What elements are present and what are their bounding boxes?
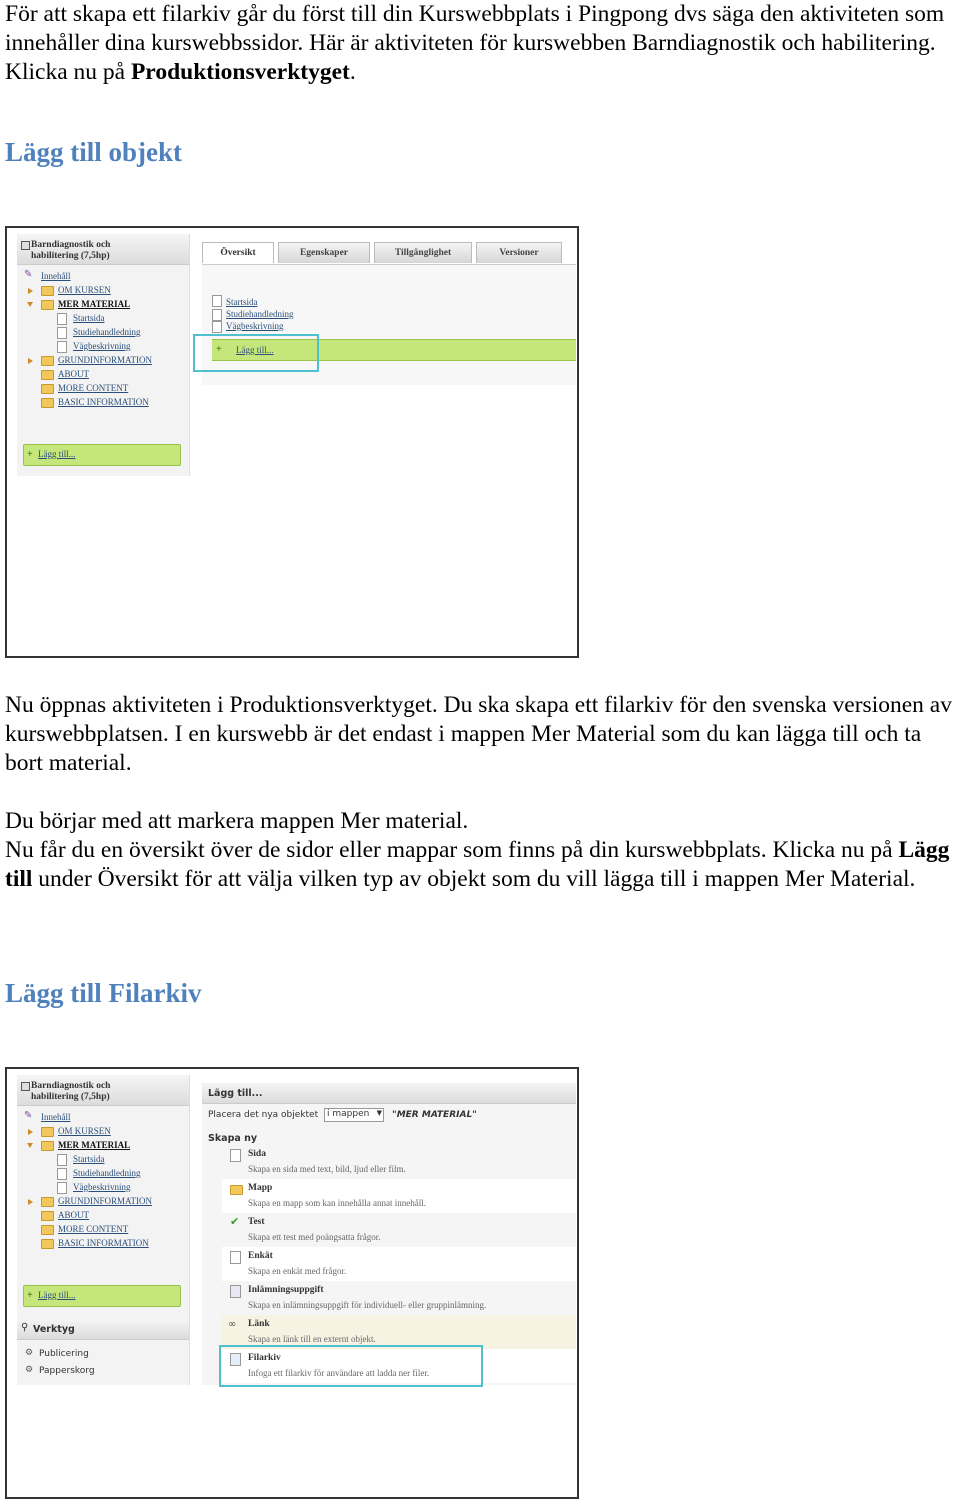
page-icon — [57, 341, 67, 353]
highlight-box — [193, 334, 319, 372]
add-button-left[interactable] — [23, 1285, 181, 1307]
folder-icon — [41, 1197, 54, 1207]
page-icon — [212, 295, 222, 307]
intro-end: . — [349, 59, 356, 85]
tree-item-studiehandledning[interactable]: Studiehandledning — [73, 327, 141, 337]
heading-add-object: Lägg till objekt — [5, 137, 183, 167]
bold-add: Lägg till — [5, 837, 950, 892]
course-icon — [21, 1082, 30, 1091]
add-panel-title: Lägg till... — [208, 1088, 263, 1099]
tools-icon: ⚲ — [21, 1322, 29, 1333]
tree-root[interactable]: Innehåll — [41, 1112, 71, 1122]
page-icon — [57, 1168, 67, 1180]
intro-text: För att skapa ett filarkiv går du först till din Kurswebbplats i Pingpong dvs säga den aktiviteten som innehåller dina kurswebbssidor. Här är aktiviteten för kurswebben Barndiagnostik och habilitering. Klicka nu på — [5, 1, 945, 85]
plus-icon: + — [27, 1290, 33, 1301]
tree-item-vagbeskrivning[interactable]: Vägbeskrivning — [73, 341, 131, 351]
left-pane — [17, 234, 190, 476]
link-icon: ∞ — [228, 1319, 237, 1330]
paragraph-click-add: Nu får du en översikt över de sidor eller mappar som finns på din kurswebbplats. Klicka nu på Lägg till under Översikt för att välja vilken typ av objekt som du vill lägga till i mappen Mer Material. — [5, 837, 950, 892]
collapse-icon[interactable] — [27, 1143, 33, 1148]
intro-bold-term: Produktionsverktyget — [130, 59, 350, 85]
folder-icon — [41, 1141, 54, 1151]
check-icon: ✔ — [230, 1215, 240, 1228]
chevron-down-icon: ▼ — [376, 1109, 382, 1117]
page-icon — [212, 309, 222, 321]
tree-item-startsida[interactable]: Startsida — [73, 313, 105, 323]
object-row-inlamningsuppgift[interactable]: Inlämningsuppgift Skapa en inlämningsuppgift för individuell- eller gruppinlämning. — [222, 1281, 576, 1315]
gear-icon: ⚙ — [25, 1365, 34, 1375]
course-title: Barndiagnostik och habilitering (7,5hp) — [31, 1081, 111, 1102]
add-button-label: Lägg till... — [38, 1290, 76, 1300]
expand-icon[interactable] — [28, 288, 33, 294]
plus-icon: + — [27, 449, 33, 460]
tree-item-basic-information[interactable]: BASIC INFORMATION — [58, 397, 149, 407]
screenshot-overview — [5, 226, 579, 658]
content-root-icon: ✎ — [24, 269, 33, 280]
tab-bar — [202, 242, 576, 264]
screenshot-add-object — [5, 1067, 579, 1499]
course-icon — [21, 241, 30, 250]
paragraph-production-tool: Nu öppnas aktiviteten i Produktionsverktyget. Du ska skapa ett filarkiv för den svenska versionen av kurswebbplatsen. I en kurswebb är det endast i mappen Mer Material som du kan lägga till och ta bort material. — [5, 692, 952, 776]
tree-item-about[interactable]: ABOUT — [58, 369, 89, 379]
tab-egenskaper[interactable]: Egenskaper — [278, 242, 370, 263]
course-header — [17, 1075, 189, 1106]
overview-add-link[interactable]: Lägg till... — [236, 345, 274, 355]
folder-icon — [41, 356, 54, 366]
tree-item-om-kursen[interactable]: OM KURSEN — [58, 285, 111, 295]
tree-item-startsida[interactable]: Startsida — [73, 1154, 105, 1164]
folder-icon — [41, 1225, 54, 1235]
tab-tillganglighet[interactable]: Tillgänglighet — [374, 242, 472, 263]
content-root-icon: ✎ — [24, 1110, 33, 1121]
folder-icon — [41, 1239, 54, 1249]
folder-icon — [230, 1185, 243, 1195]
create-new-label: Skapa ny — [208, 1133, 258, 1144]
paragraph-select-folder: Du börjar med att markera mappen Mer material. — [5, 808, 469, 834]
object-row-enkat[interactable]: Enkät Skapa en enkät med frågor. — [222, 1247, 576, 1281]
heading-add-filarkiv: Lägg till Filarkiv — [5, 978, 202, 1008]
object-row-filarkiv[interactable]: Filarkiv Infoga ett filarkiv för användare att ladda ner filer. — [222, 1349, 576, 1383]
tree-item-mer-material[interactable]: MER MATERIAL — [58, 299, 131, 309]
tree-item-more-content[interactable]: MORE CONTENT — [58, 1224, 129, 1234]
place-select[interactable]: i mappen ▼ — [324, 1108, 384, 1122]
folder-icon — [41, 286, 54, 296]
page-icon — [57, 1182, 67, 1194]
tree-item-basic-information[interactable]: BASIC INFORMATION — [58, 1238, 149, 1248]
object-row-sida[interactable]: Sida Skapa en sida med text, bild, ljud eller film. — [222, 1145, 576, 1179]
plus-icon: + — [216, 344, 222, 355]
add-panel — [202, 1083, 576, 1385]
add-button-left[interactable] — [23, 444, 181, 466]
overview-item[interactable]: Startsida — [226, 297, 258, 307]
page-icon — [212, 321, 222, 333]
intro-paragraph — [5, 0, 960, 87]
tree-item-more-content[interactable]: MORE CONTENT — [58, 383, 129, 393]
highlight-box — [219, 1345, 483, 1387]
collapse-icon[interactable] — [27, 302, 33, 307]
tab-versioner[interactable]: Versioner — [476, 242, 562, 263]
expand-icon[interactable] — [28, 1199, 33, 1205]
object-row-lank[interactable]: ∞ Länk Skapa en länk till en externt objekt. — [222, 1315, 576, 1349]
tree-root[interactable]: Innehåll — [41, 271, 71, 281]
folder-icon — [41, 1127, 54, 1137]
course-title: Barndiagnostik och habilitering (7,5hp) — [31, 240, 111, 261]
survey-icon — [230, 1251, 241, 1264]
left-pane — [17, 1075, 190, 1385]
tree-item-grundinformation[interactable]: GRUNDINFORMATION — [58, 1196, 153, 1206]
object-row-test[interactable]: ✔ Test Skapa ett test med poängsatta frågor. — [230, 1215, 381, 1242]
tree-item-about[interactable]: ABOUT — [58, 1210, 89, 1220]
folder-icon — [41, 398, 54, 408]
place-label: Placera det nya objektet — [208, 1110, 319, 1120]
tree-item-studiehandledning[interactable]: Studiehandledning — [73, 1168, 141, 1178]
tree-item-vagbeskrivning[interactable]: Vägbeskrivning — [73, 1182, 131, 1192]
expand-icon[interactable] — [28, 1129, 33, 1135]
folder-icon — [41, 370, 54, 380]
gear-icon: ⚙ — [25, 1348, 34, 1358]
tools-header — [17, 1319, 189, 1340]
folder-icon — [41, 1211, 54, 1221]
page-icon — [57, 313, 67, 325]
add-panel-header — [202, 1083, 576, 1104]
tool-papperskorg[interactable]: Papperskorg — [39, 1366, 95, 1376]
tools-title: Verktyg — [33, 1324, 75, 1335]
folder-icon — [41, 384, 54, 394]
folder-icon — [41, 300, 54, 310]
page-icon — [230, 1149, 241, 1162]
place-folder: "MER MATERIAL" — [392, 1110, 477, 1120]
course-header — [17, 234, 189, 265]
tab-oversikt[interactable]: Översikt — [202, 242, 274, 263]
page-icon — [57, 327, 67, 339]
add-button-label: Lägg till... — [38, 449, 76, 459]
expand-icon[interactable] — [28, 358, 33, 364]
assignment-icon — [230, 1285, 241, 1298]
overview-item[interactable]: Studiehandledning — [226, 309, 294, 319]
tree-item-om-kursen[interactable]: OM KURSEN — [58, 1126, 111, 1136]
tree-item-mer-material[interactable]: MER MATERIAL — [58, 1140, 131, 1150]
tool-publicering[interactable]: Publicering — [39, 1349, 89, 1359]
page-icon — [57, 1154, 67, 1166]
overview-item[interactable]: Vägbeskrivning — [226, 321, 284, 331]
object-row-mapp[interactable]: Mapp Skapa en mapp som kan innehålla annat innehåll. — [222, 1179, 576, 1213]
tree-item-grundinformation[interactable]: GRUNDINFORMATION — [58, 355, 153, 365]
